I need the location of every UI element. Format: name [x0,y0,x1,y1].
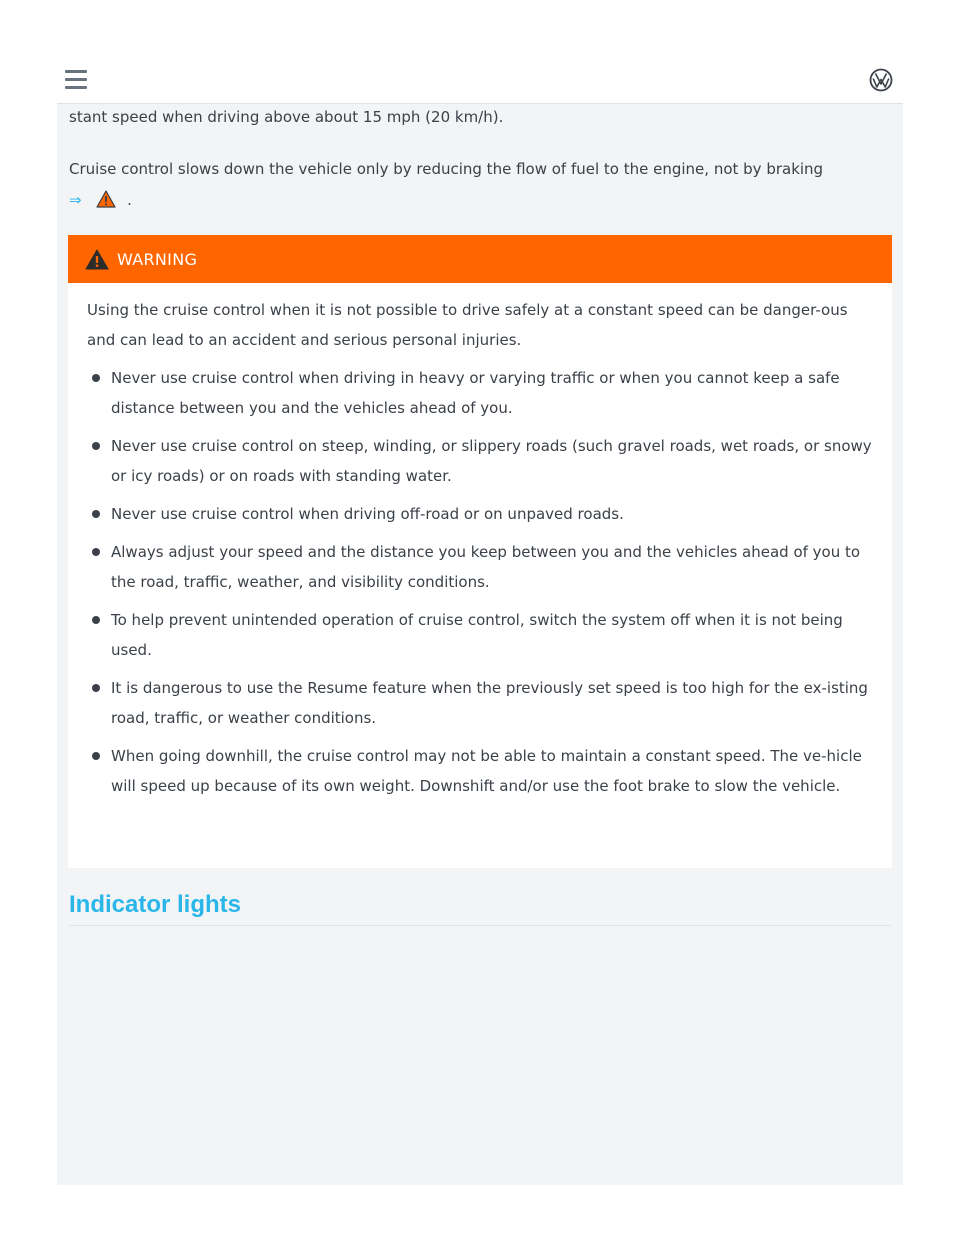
hamburger-menu-icon[interactable] [65,70,87,90]
vw-logo-icon[interactable] [869,68,893,92]
warning-triangle-icon [85,249,109,270]
paragraph-speed: stant speed when driving above about 15 mph (20 km/h). [69,108,504,126]
paragraph-end: . [127,191,132,209]
list-item: Never use cruise control on steep, winding, or slippery roads (such gravel roads, wet roads, or snowy or icy roads) or on roads with standing water. [87,431,874,491]
paragraph-text: Cruise control slows down the vehicle only by reducing the flow of fuel to the engine, not by braking [69,160,824,178]
list-item: Always adjust your speed and the distance you keep between you and the vehicles ahead of you to the road, traffic, weather, and visibility conditions. [87,537,874,597]
list-item: It is dangerous to use the Resume feature when the previously set speed is too high for the ex-isting road, traffic, or weather conditions. [87,673,874,733]
manual-page [57,57,903,1185]
list-item: Never use cruise control when driving off-road or on unpaved roads. [87,499,874,529]
warning-intro: Using the cruise control when it is not possible to drive safely at a constant speed can be danger-ous and can lead to an accident and serious personal injuries. [87,301,848,349]
warning-header [68,235,892,283]
warning-list [87,363,874,801]
reference-arrow[interactable]: ⇒ [69,191,82,209]
warning-title: WARNING [117,249,198,269]
warning-body [68,283,892,801]
list-item: Never use cruise control when driving in heavy or varying traffic or when you cannot keep a safe distance between you and the vehicles ahead of you. [87,363,874,423]
warning-triangle-icon[interactable] [96,190,116,208]
section-title: Indicator lights [69,891,242,918]
list-item: When going downhill, the cruise control may not be able to maintain a constant speed. The ve-hicle will speed up because of its own weight. Downshift and/or use the foot brake to slow the vehicle. [87,741,874,801]
section-divider [69,925,891,926]
paragraph-cruise-control [69,154,891,216]
warning-box [68,235,892,868]
top-bar [57,57,903,104]
list-item: To help prevent unintended operation of cruise control, switch the system off when it is not being used. [87,605,874,665]
